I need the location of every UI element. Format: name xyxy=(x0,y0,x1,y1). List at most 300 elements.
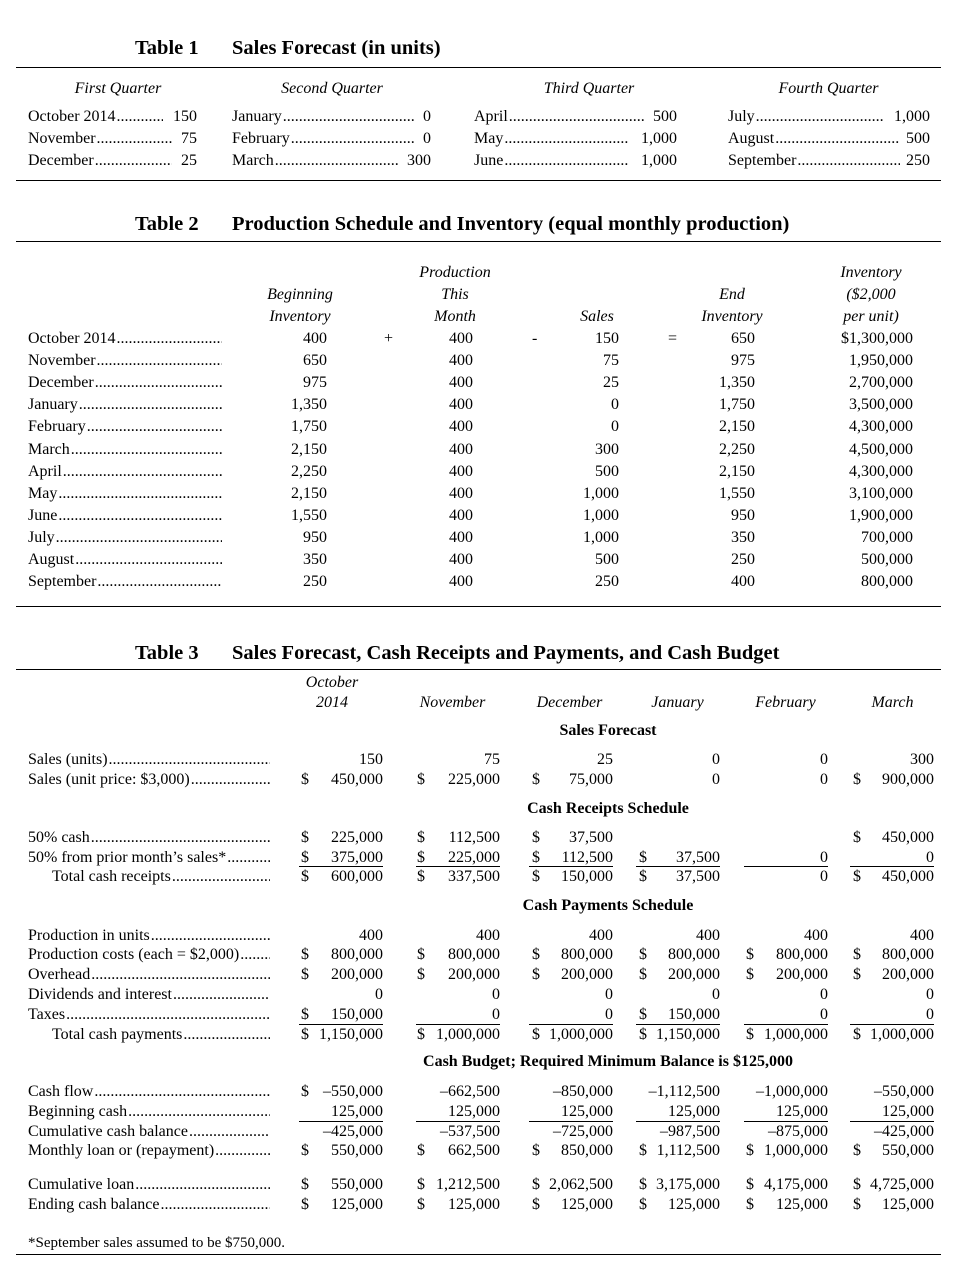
table3-cell: 400 xyxy=(910,927,934,944)
table3-cell: 375,000 xyxy=(331,849,383,866)
table1-month xyxy=(728,108,884,126)
dollar-sign: $ xyxy=(746,966,754,983)
table3-cell: 0 xyxy=(712,771,720,788)
dollar-sign: $ xyxy=(417,868,425,885)
table3-cell: 800,000 xyxy=(776,946,828,963)
table3-row-label xyxy=(28,1103,270,1121)
table1-value: 0 xyxy=(423,108,431,125)
equals-sign: = xyxy=(668,330,678,347)
dollar-sign: $ xyxy=(639,868,647,885)
table3-cell: 0 xyxy=(492,986,500,1003)
table3-cell: 400 xyxy=(476,927,500,944)
table3-cell: 112,500 xyxy=(561,849,613,866)
table3-cell: 0 xyxy=(820,1006,828,1023)
table3-cell: 1,000,000 xyxy=(549,1026,613,1043)
table2-month-label: June xyxy=(28,506,58,524)
table2-cell: 4,300,000 xyxy=(849,462,913,480)
table3-cell: 75 xyxy=(484,751,500,768)
table3-cell: 125,000 xyxy=(448,1103,500,1120)
table3-row-label-label: 50% cash xyxy=(28,829,90,846)
dollar-sign: $ xyxy=(746,1142,754,1159)
table3-row-label xyxy=(28,1006,270,1024)
underline xyxy=(744,1024,828,1025)
table3-row-label-label: Taxes xyxy=(28,1006,66,1023)
table2-cell: 1,000 xyxy=(583,528,619,546)
table2-cell: 1,550 xyxy=(719,484,755,502)
table2-cell: 500 xyxy=(595,551,619,568)
table1-value: 250 xyxy=(906,152,930,169)
table3-cell: 0 xyxy=(820,771,828,788)
table2-month-label: January xyxy=(28,396,78,414)
table2-cell: 400 xyxy=(449,484,473,502)
footnote: *September sales assumed to be $750,000. xyxy=(28,1235,286,1251)
table1-value: 500 xyxy=(906,130,930,147)
section-sales-forecast: Sales Forecast xyxy=(559,722,657,739)
table2-cell: 700,000 xyxy=(861,528,913,546)
table2-cell: 400 xyxy=(449,352,473,370)
table3-cell: 200,000 xyxy=(776,966,828,983)
table2-cell: 3,100,000 xyxy=(849,484,913,502)
table3-row-label-label: Cash flow xyxy=(28,1083,94,1100)
table3-row-label xyxy=(28,771,270,789)
underline xyxy=(636,1121,720,1122)
table2-cell: 1,350 xyxy=(291,396,327,414)
table3-cell: 150,000 xyxy=(668,1006,720,1023)
dollar-sign: $ xyxy=(639,1006,647,1023)
dollar-sign: $ xyxy=(639,1026,647,1043)
table3-cell: 1,000,000 xyxy=(764,1142,828,1159)
dollar-sign: $ xyxy=(532,771,540,788)
table2-month-label: March xyxy=(28,440,70,458)
table3-cell: 125,000 xyxy=(331,1103,383,1120)
table1-value: 0 xyxy=(423,130,431,147)
dollar-sign: $ xyxy=(853,1176,861,1193)
table3-cell: 1,150,000 xyxy=(319,1026,383,1043)
table1-month-label: December xyxy=(28,152,94,169)
table3-cell: 0 xyxy=(375,986,383,1003)
table3-row-label-label: Sales (unit price: $3,000) xyxy=(28,771,190,788)
table2-cell: 25 xyxy=(603,374,619,392)
underline xyxy=(636,1024,720,1025)
col-header-november: November xyxy=(419,694,486,711)
table2-header-inventory: Inventory xyxy=(840,264,902,281)
table3-row-label xyxy=(28,927,270,945)
table1-month-label: May xyxy=(474,130,504,147)
table3-row-label-label: Cumulative loan xyxy=(28,1176,135,1193)
table2-cell: 1,900,000 xyxy=(849,506,913,524)
table3-row-label-label: Overhead xyxy=(28,966,91,983)
table1-month-label: April xyxy=(474,108,508,125)
dollar-sign: $ xyxy=(532,1176,540,1193)
dollar-sign: $ xyxy=(853,829,861,846)
underline xyxy=(850,1121,934,1122)
table3-row-label xyxy=(28,966,270,984)
table2-month-label: September xyxy=(28,573,97,591)
underline xyxy=(416,1121,500,1122)
table2-header-end: End xyxy=(719,286,745,303)
dollar-sign: $ xyxy=(639,946,647,963)
table2-cell: 400 xyxy=(449,418,473,436)
table3-cell: 75,000 xyxy=(569,771,613,788)
dollar-sign: $ xyxy=(853,1142,861,1159)
quarter-header: Third Quarter xyxy=(543,80,635,97)
dollar-sign: $ xyxy=(639,1196,647,1213)
col-header-october: October xyxy=(305,674,359,691)
table2-cell: 350 xyxy=(731,528,755,546)
table3-cell: 125,000 xyxy=(882,1196,934,1213)
table3-row-label-label: Sales (units) xyxy=(28,751,108,768)
table2-cell: 1,350 xyxy=(719,374,755,392)
table2-cell: 300 xyxy=(595,440,619,458)
table3-cell: –550,000 xyxy=(874,1083,934,1100)
table2-cell: 150 xyxy=(595,330,619,347)
table1-month-label: August xyxy=(728,130,775,147)
table3-cell: 1,000,000 xyxy=(870,1026,934,1043)
table3-cell: 125,000 xyxy=(561,1196,613,1213)
table3-cell: 37,500 xyxy=(569,829,613,846)
table3-row-label-label: Dividends and interest xyxy=(28,986,172,1003)
table3-cell: 125,000 xyxy=(776,1103,828,1120)
table2-cell: 0 xyxy=(611,418,619,436)
table2-header-end: Inventory xyxy=(701,308,763,325)
table3-cell: 225,000 xyxy=(448,771,500,788)
table2-cell: 400 xyxy=(449,330,473,347)
table3-cell: 125,000 xyxy=(561,1103,613,1120)
table2-cell: 400 xyxy=(449,374,473,392)
table2-cell: 1,000 xyxy=(583,484,619,502)
underline xyxy=(416,866,500,867)
dollar-sign: $ xyxy=(532,966,540,983)
underline xyxy=(850,866,934,867)
underline xyxy=(529,1024,613,1025)
table3-cell: 400 xyxy=(696,927,720,944)
table2-title: Production Schedule and Inventory (equal monthly production) xyxy=(232,213,790,235)
table3-cell: 150,000 xyxy=(561,868,613,885)
table2-header-beginning: Beginning xyxy=(267,286,333,303)
table2-month-label: February xyxy=(28,418,86,436)
table2-cell: 75 xyxy=(603,352,619,370)
table2-cell: 250 xyxy=(731,551,755,568)
dollar-sign: $ xyxy=(639,1142,647,1159)
table3-cell: 1,000,000 xyxy=(764,1026,828,1043)
table1-month-label: October 2014 xyxy=(28,108,116,125)
dollar-sign: $ xyxy=(417,849,425,866)
dollar-sign: $ xyxy=(639,849,647,866)
table3-row-label xyxy=(28,946,270,964)
table3-cell: 150 xyxy=(359,751,383,768)
table2-cell: 950 xyxy=(303,528,327,546)
table2-month-label: April xyxy=(28,462,62,480)
table2-month xyxy=(28,396,222,414)
table2-cell: 500 xyxy=(595,462,619,480)
table2-month xyxy=(28,330,222,348)
dollar-sign: $ xyxy=(746,1176,754,1193)
dollar-sign: $ xyxy=(301,1176,309,1193)
dollar-sign: $ xyxy=(746,946,754,963)
table3-cell: 800,000 xyxy=(561,946,613,963)
table1-month-label: February xyxy=(232,130,290,147)
underline xyxy=(529,866,613,867)
table2-month xyxy=(28,507,222,525)
table3-cell: 800,000 xyxy=(668,946,720,963)
table2-header-inventory: ($2,000 xyxy=(846,286,896,303)
dollar-sign: $ xyxy=(417,946,425,963)
table3-cell: 900,000 xyxy=(882,771,934,788)
table1-month xyxy=(474,152,628,170)
table3-cell: –725,000 xyxy=(553,1123,613,1140)
table2-cell: 2,150 xyxy=(719,462,755,480)
table3-row-label xyxy=(28,986,270,1004)
table2-cell: 500,000 xyxy=(861,551,913,568)
table3-cell: 550,000 xyxy=(882,1142,934,1159)
table3-cell: –987,500 xyxy=(660,1123,720,1140)
table3-cell: 1,212,500 xyxy=(436,1176,500,1193)
table3-cell: 0 xyxy=(926,849,934,866)
table2-month xyxy=(28,529,222,547)
table2-month xyxy=(28,418,222,436)
table2-cell: 400 xyxy=(449,573,473,591)
table2-cell: 400 xyxy=(449,440,473,458)
table2-cell: 350 xyxy=(303,551,327,568)
table1-month xyxy=(474,130,628,148)
table2-cell: 400 xyxy=(303,330,327,347)
col-header-december: December xyxy=(536,694,603,711)
table3-cell: 0 xyxy=(926,1006,934,1023)
table3-row-label xyxy=(52,1026,270,1044)
table3-cell: 112,500 xyxy=(448,829,500,846)
table2-cell: 1,550 xyxy=(291,506,327,524)
table3-cell: 4,725,000 xyxy=(870,1176,934,1193)
underline xyxy=(299,1024,383,1025)
table2-cell: 2,250 xyxy=(291,462,327,480)
dollar-sign: $ xyxy=(853,868,861,885)
table2-cell: 1,750 xyxy=(291,418,327,436)
table2-header-sales: Sales xyxy=(580,308,614,325)
dollar-sign: $ xyxy=(301,1083,309,1100)
table2-month xyxy=(28,463,222,481)
table1-month-label: March xyxy=(232,152,274,169)
table3-row-label xyxy=(28,829,270,847)
table2-cell: 975 xyxy=(731,352,755,370)
table3-cell: 450,000 xyxy=(331,771,383,788)
table2-cell: 250 xyxy=(595,573,619,591)
table3-row-label-label: Production costs (each = $2,000) xyxy=(28,946,240,963)
col-header-october-year: 2014 xyxy=(316,694,348,711)
table3-cell: 0 xyxy=(605,1006,613,1023)
dollar-sign: $ xyxy=(417,1196,425,1213)
table3-cell: 37,500 xyxy=(676,849,720,866)
table3-cell: 200,000 xyxy=(668,966,720,983)
underline xyxy=(416,1024,500,1025)
underline xyxy=(636,866,720,867)
table2-cell: 400 xyxy=(449,506,473,524)
table1-month-label: June xyxy=(474,152,504,169)
table3-cell: 1,150,000 xyxy=(656,1026,720,1043)
table3-cell: 300 xyxy=(910,751,934,768)
table3-cell: 400 xyxy=(589,927,613,944)
table2-cell: 950 xyxy=(731,506,755,524)
table3-row-label-label: Cumulative cash balance xyxy=(28,1123,188,1140)
table2-header-production: This xyxy=(441,286,469,303)
dollar-sign: $ xyxy=(417,1026,425,1043)
table2-header-production: Production xyxy=(419,264,491,281)
table2-cell: 650 xyxy=(303,352,327,370)
table2-cell: 4,500,000 xyxy=(849,440,913,458)
dollar-sign: $ xyxy=(532,1142,540,1159)
table2-cell: 3,500,000 xyxy=(849,396,913,414)
dollar-sign: $ xyxy=(417,829,425,846)
table3-cell: –850,000 xyxy=(553,1083,613,1100)
table1-value: 300 xyxy=(407,152,431,169)
table2-month-label: July xyxy=(28,528,55,546)
section-cash-budget: Cash Budget; Required Minimum Balance is $125,000 xyxy=(423,1053,793,1070)
table2-number: Table 2 xyxy=(135,213,199,235)
table3-cell: –550,000 xyxy=(323,1083,383,1100)
dollar-sign: $ xyxy=(301,1006,309,1023)
table2-cell: 4,300,000 xyxy=(849,418,913,436)
table2-month-label: December xyxy=(28,374,94,392)
table2-cell: 1,000 xyxy=(583,506,619,524)
table3-row-label-label: Total cash payments xyxy=(52,1026,183,1043)
table1-value: 25 xyxy=(181,152,197,169)
underline xyxy=(529,1121,613,1122)
table2-month-label: November xyxy=(28,352,96,370)
table3-row-label xyxy=(28,1123,270,1141)
dollar-sign: $ xyxy=(853,946,861,963)
table3-cell: 450,000 xyxy=(882,868,934,885)
dollar-sign: $ xyxy=(301,946,309,963)
table2-month xyxy=(28,352,222,370)
dollar-sign: $ xyxy=(417,771,425,788)
table2-month xyxy=(28,485,222,503)
underline xyxy=(744,1121,828,1122)
table2-month xyxy=(28,573,222,591)
table3-cell: 0 xyxy=(820,868,828,885)
dollar-sign: $ xyxy=(532,1196,540,1213)
table3-row-label xyxy=(28,1176,270,1194)
quarter-header: Fourth Quarter xyxy=(778,80,879,97)
table3-row-label-label: Total cash receipts xyxy=(52,868,171,885)
table3-cell: 800,000 xyxy=(882,946,934,963)
table3-cell: 125,000 xyxy=(668,1103,720,1120)
table3-cell: 200,000 xyxy=(331,966,383,983)
table3-cell: –425,000 xyxy=(323,1123,383,1140)
table2-cell: 1,750 xyxy=(719,396,755,414)
table2-cell: 650 xyxy=(731,330,755,347)
table3-cell: 125,000 xyxy=(331,1196,383,1213)
table3-cell: 600,000 xyxy=(331,868,383,885)
quarter-header: Second Quarter xyxy=(281,80,383,97)
table2-cell: 2,700,000 xyxy=(849,374,913,392)
table3-row-label xyxy=(28,849,270,867)
table1-value: 150 xyxy=(173,108,197,125)
table3-cell: –662,500 xyxy=(440,1083,500,1100)
table3-cell: 0 xyxy=(605,986,613,1003)
table3-cell: 200,000 xyxy=(448,966,500,983)
dollar-sign: $ xyxy=(301,829,309,846)
dollar-sign: $ xyxy=(301,966,309,983)
table2-cell: 800,000 xyxy=(861,573,913,591)
table3-cell: –875,000 xyxy=(768,1123,828,1140)
dollar-sign: $ xyxy=(417,1176,425,1193)
table1-month-label: January xyxy=(232,108,282,125)
table3-cell: 550,000 xyxy=(331,1142,383,1159)
table2-cell: $1,300,000 xyxy=(841,330,913,347)
table3-row-label-label: Production in units xyxy=(28,927,150,944)
table2-cell: 2,150 xyxy=(291,440,327,458)
table3-cell: 1,000,000 xyxy=(436,1026,500,1043)
table1-month-label: September xyxy=(728,152,797,169)
table3-cell: 125,000 xyxy=(776,1196,828,1213)
table3-cell: 0 xyxy=(820,751,828,768)
table3-row-label-label: Monthly loan or (repayment) xyxy=(28,1142,215,1159)
table3-row-label-label: 50% from prior month’s sales* xyxy=(28,849,227,866)
table3-cell: 25 xyxy=(597,751,613,768)
table3-cell: 400 xyxy=(804,927,828,944)
dollar-sign: $ xyxy=(746,1196,754,1213)
col-header-january: January xyxy=(651,694,704,711)
table3-cell: 3,175,000 xyxy=(656,1176,720,1193)
table2-month-label: May xyxy=(28,484,58,502)
underline xyxy=(850,1024,934,1025)
dollar-sign: $ xyxy=(639,966,647,983)
table3-cell: 125,000 xyxy=(448,1196,500,1213)
table1-value: 1,000 xyxy=(641,152,677,169)
dollar-sign: $ xyxy=(639,1176,647,1193)
quarter-header: First Quarter xyxy=(74,80,162,97)
table1-title: Sales Forecast (in units) xyxy=(232,37,441,59)
table3-cell: –537,500 xyxy=(440,1123,500,1140)
table1-value: 500 xyxy=(653,108,677,125)
table2-header-beginning: Inventory xyxy=(269,308,331,325)
table2-month-label: October 2014 xyxy=(28,330,116,347)
table3-cell: 0 xyxy=(820,849,828,866)
table2-header-production: Month xyxy=(434,308,476,325)
table2-month xyxy=(28,374,222,392)
table3-cell: 0 xyxy=(712,751,720,768)
dollar-sign: $ xyxy=(532,1026,540,1043)
table3-row-label-label: Beginning cash xyxy=(28,1103,128,1120)
underline xyxy=(744,866,828,867)
table3-cell: 150,000 xyxy=(331,1006,383,1023)
table2-cell: 2,150 xyxy=(719,418,755,436)
table3-cell: 37,500 xyxy=(676,868,720,885)
table3-cell: 450,000 xyxy=(882,829,934,846)
table3-cell: 125,000 xyxy=(668,1196,720,1213)
table3-cell: 0 xyxy=(820,986,828,1003)
dollar-sign: $ xyxy=(532,868,540,885)
table1-month-label: July xyxy=(728,108,755,125)
dollar-sign: $ xyxy=(853,1026,861,1043)
dollar-sign: $ xyxy=(301,771,309,788)
table2-cell: 0 xyxy=(611,396,619,414)
table3-cell: 800,000 xyxy=(331,946,383,963)
table1-month-label: November xyxy=(28,130,96,147)
table3-cell: 225,000 xyxy=(448,849,500,866)
table2-cell: 975 xyxy=(303,374,327,392)
dollar-sign: $ xyxy=(417,1142,425,1159)
dollar-sign: $ xyxy=(301,868,309,885)
table3-cell: 662,500 xyxy=(448,1142,500,1159)
table3-cell: 225,000 xyxy=(331,829,383,846)
table3-cell: 4,175,000 xyxy=(764,1176,828,1193)
section-cash-payments: Cash Payments Schedule xyxy=(522,897,694,914)
dollar-sign: $ xyxy=(532,829,540,846)
table3-row-label xyxy=(28,1196,270,1214)
table2-header-inventory: per unit) xyxy=(843,308,899,325)
dollar-sign: $ xyxy=(301,849,309,866)
table3-row-label xyxy=(28,751,270,769)
